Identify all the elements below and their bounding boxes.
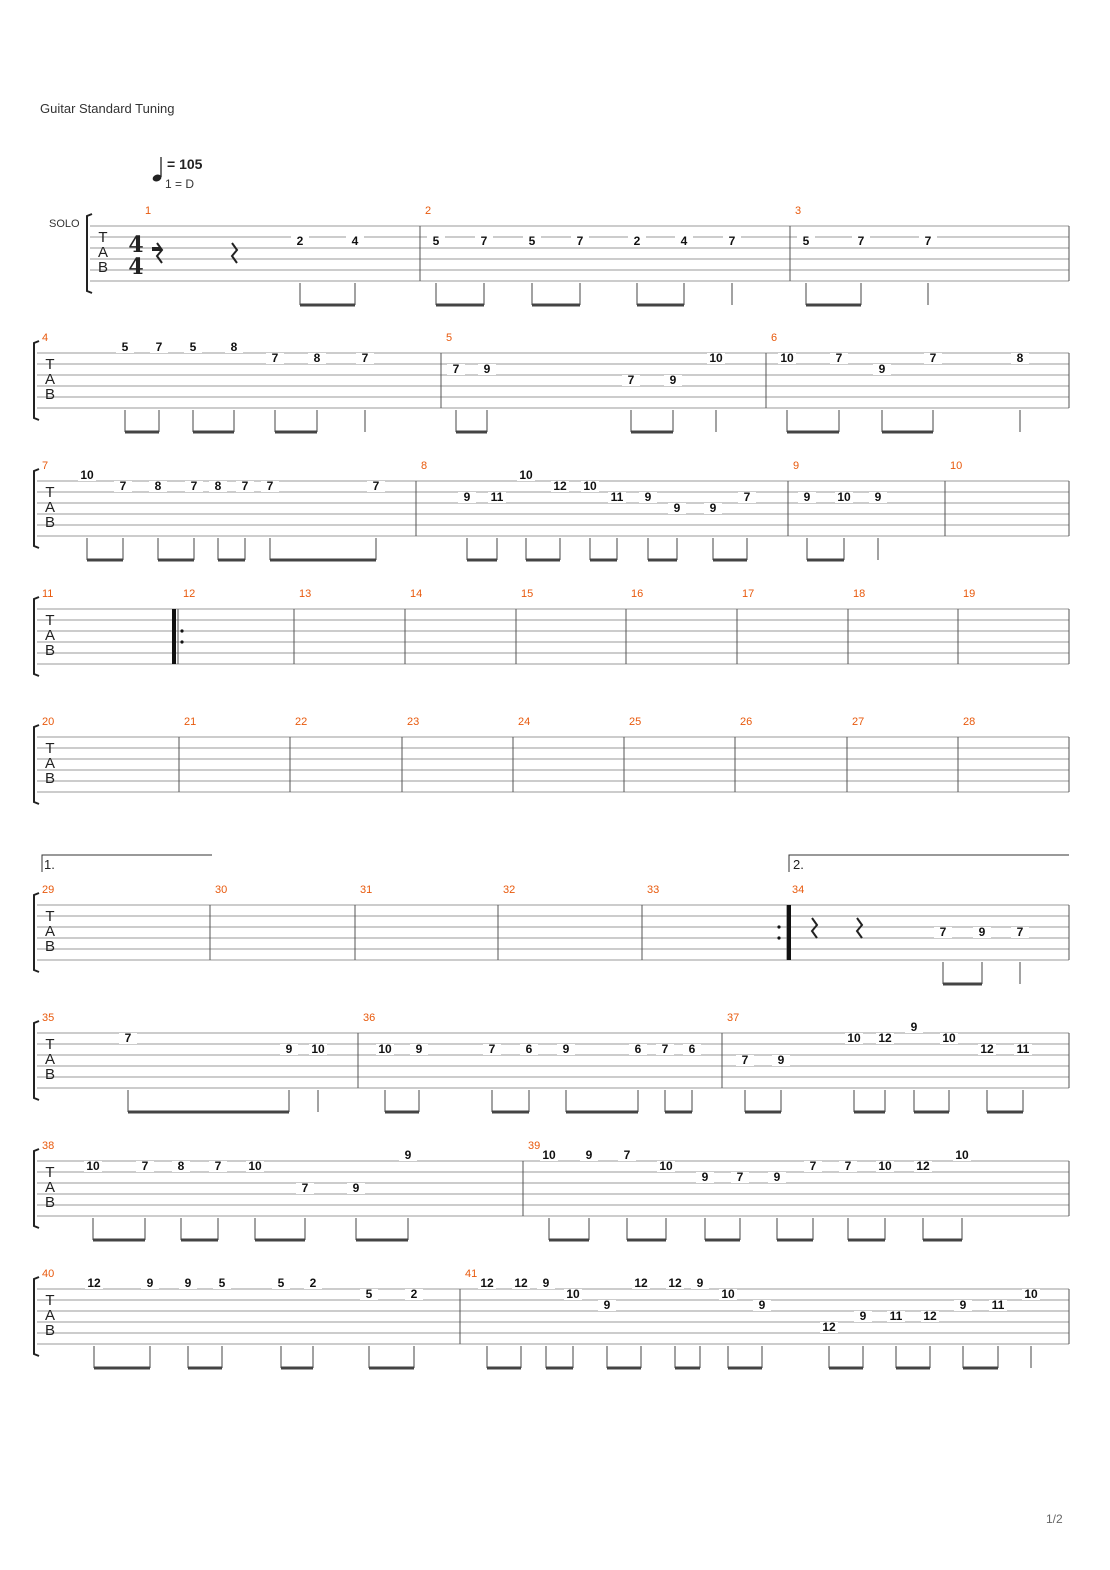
fret-number: 9: [959, 1298, 967, 1312]
fret-number: 9: [910, 1020, 918, 1034]
fret-number: 9: [673, 501, 681, 515]
tab-system-5: [34, 716, 1069, 804]
fret-number: 8: [1016, 351, 1024, 365]
fret-number: 5: [802, 234, 810, 248]
volta-bracket-1: [42, 855, 212, 872]
half-rest-icon: [152, 247, 161, 251]
bar-number: 33: [647, 884, 660, 896]
tab-clef-letter: T: [45, 1164, 55, 1181]
tab-clef-letter: B: [44, 1066, 56, 1083]
tab-clef-letter: A: [44, 1179, 56, 1196]
fret-number: 8: [154, 479, 162, 493]
fret-number: 7: [857, 234, 865, 248]
fret-number: 9: [874, 490, 882, 504]
fret-number: 5: [121, 340, 129, 354]
time-signature-bottom: 4: [128, 254, 144, 280]
tab-system-2: [34, 332, 1069, 432]
repeat-dot: [777, 925, 780, 928]
fret-number: 7: [929, 351, 937, 365]
tab-clef-letter: T: [98, 229, 108, 246]
fret-number: 9: [669, 373, 677, 387]
fret-number: 10: [542, 1148, 556, 1162]
bar-number: 19: [963, 588, 976, 600]
fret-number: 12: [634, 1276, 648, 1290]
bar-number: 12: [183, 588, 196, 600]
fret-number: 5: [365, 1287, 373, 1301]
fret-number: 2: [410, 1287, 418, 1301]
fret-number: 10: [378, 1042, 392, 1056]
fret-number: 10: [847, 1031, 861, 1045]
fret-number: 4: [351, 234, 359, 248]
tab-clef-letter: B: [44, 770, 56, 787]
tab-clef-letter: A: [44, 627, 56, 644]
fret-number: 7: [1016, 925, 1024, 939]
fret-number: 10: [1024, 1287, 1038, 1301]
bar-number: 38: [42, 1140, 55, 1152]
fret-number: 12: [87, 1276, 101, 1290]
bar-number: 40: [42, 1268, 55, 1280]
tab-system-7: [34, 1012, 1069, 1112]
fret-number: 10: [780, 351, 794, 365]
fret-number: 7: [141, 1159, 149, 1173]
fret-number: 7: [743, 490, 751, 504]
repeat-dot: [180, 629, 183, 632]
quarter-rest-icon: [232, 243, 237, 263]
tuning-label: Guitar Standard Tuning: [40, 101, 175, 116]
fret-number: 7: [809, 1159, 817, 1173]
tab-clef-letter: B: [44, 938, 56, 955]
fret-number: 11: [610, 490, 624, 504]
fret-number: 10: [311, 1042, 325, 1056]
tab-clef-letter: B: [44, 514, 56, 531]
fret-number: 5: [189, 340, 197, 354]
bar-number: 18: [853, 588, 866, 600]
fret-number: 5: [218, 1276, 226, 1290]
quarter-rest-icon: [857, 918, 862, 938]
fret-number: 8: [230, 340, 238, 354]
fret-number: 9: [859, 1309, 867, 1323]
tab-system-8: [34, 1140, 1069, 1240]
fret-number: 6: [525, 1042, 533, 1056]
tab-clef-letter: B: [44, 386, 56, 403]
bar-number: 1: [145, 205, 152, 217]
bar-number: 8: [421, 460, 428, 472]
fret-number: 7: [844, 1159, 852, 1173]
fret-number: 9: [644, 490, 652, 504]
fret-number: 7: [939, 925, 947, 939]
fret-number: 10: [837, 490, 851, 504]
fret-number: 7: [266, 479, 274, 493]
fret-number: 2: [633, 234, 641, 248]
bar-number: 36: [363, 1012, 376, 1024]
fret-number: 8: [313, 351, 321, 365]
fret-number: 5: [432, 234, 440, 248]
tab-clef-letter: T: [45, 612, 55, 629]
fret-number: 10: [955, 1148, 969, 1162]
fret-number: 7: [835, 351, 843, 365]
fret-number: 10: [659, 1159, 673, 1173]
bar-number: 41: [465, 1268, 478, 1280]
fret-number: 7: [214, 1159, 222, 1173]
fret-number: 12: [668, 1276, 682, 1290]
fret-number: 7: [361, 351, 369, 365]
tab-system-3: [34, 460, 1069, 560]
bar-number: 4: [42, 332, 49, 344]
tab-clef-letter: A: [44, 755, 56, 772]
fret-number: 12: [878, 1031, 892, 1045]
fret-number: 10: [566, 1287, 580, 1301]
fret-number: 7: [623, 1148, 631, 1162]
fret-number: 9: [285, 1042, 293, 1056]
fret-number: 9: [777, 1053, 785, 1067]
fret-number: 11: [1016, 1042, 1030, 1056]
fret-number: 9: [483, 362, 491, 376]
bar-number: 3: [795, 205, 802, 217]
fret-number: 12: [514, 1276, 528, 1290]
fret-number: 10: [721, 1287, 735, 1301]
tab-clef-letter: T: [45, 1292, 55, 1309]
fret-number: 9: [184, 1276, 192, 1290]
volta-label: 2.: [793, 857, 804, 872]
fret-number: 7: [155, 340, 163, 354]
bar-number: 35: [42, 1012, 55, 1024]
bar-number: 16: [631, 588, 644, 600]
bar-number: 5: [446, 332, 453, 344]
tab-clef-letter: A: [44, 499, 56, 516]
bar-number: 14: [410, 588, 423, 600]
fret-number: 9: [415, 1042, 423, 1056]
tab-clef-letter: B: [44, 1322, 56, 1339]
fret-number: 10: [519, 468, 533, 482]
fret-number: 9: [758, 1298, 766, 1312]
tab-system-1: [87, 205, 1069, 305]
fret-number: 9: [562, 1042, 570, 1056]
tab-clef-letter: A: [44, 371, 56, 388]
bar-number: 30: [215, 884, 228, 896]
fret-number: 11: [889, 1309, 903, 1323]
fret-number: 11: [490, 490, 504, 504]
fret-number: 10: [709, 351, 723, 365]
fret-number: 6: [634, 1042, 642, 1056]
fret-number: 7: [271, 351, 279, 365]
fret-number: 7: [452, 362, 460, 376]
fret-number: 7: [372, 479, 380, 493]
volta-bracket-2: [789, 855, 1069, 872]
repeat-dot: [777, 936, 780, 939]
fret-number: 7: [736, 1170, 744, 1184]
page-number: 1/2: [1046, 1512, 1063, 1526]
fret-number: 7: [661, 1042, 669, 1056]
fret-number: 7: [728, 234, 736, 248]
bar-number: 28: [963, 716, 976, 728]
bar-number: 21: [184, 716, 197, 728]
fret-number: 10: [583, 479, 597, 493]
fret-number: 10: [86, 1159, 100, 1173]
bar-number: 26: [740, 716, 753, 728]
fret-number: 12: [916, 1159, 930, 1173]
fret-number: 9: [585, 1148, 593, 1162]
bar-number: 32: [503, 884, 516, 896]
fret-number: 7: [488, 1042, 496, 1056]
fret-number: 12: [480, 1276, 494, 1290]
bar-number: 23: [407, 716, 420, 728]
bar-number: 34: [792, 884, 805, 896]
quarter-rest-icon: [812, 918, 817, 938]
bar-number: 7: [42, 460, 49, 472]
fret-number: 7: [924, 234, 932, 248]
bar-number: 37: [727, 1012, 740, 1024]
bar-number: 29: [42, 884, 55, 896]
time-signature-top: 4: [128, 232, 144, 258]
fret-number: 10: [248, 1159, 262, 1173]
tab-clef-letter: A: [97, 244, 109, 261]
bar-number: 9: [793, 460, 800, 472]
fret-number: 8: [177, 1159, 185, 1173]
tab-clef-letter: T: [45, 356, 55, 373]
fret-number: 7: [119, 479, 127, 493]
volta-label: 1.: [44, 857, 55, 872]
fret-number: 6: [688, 1042, 696, 1056]
bar-number: 31: [360, 884, 373, 896]
fret-number: 7: [124, 1031, 132, 1045]
fret-number: 2: [309, 1276, 317, 1290]
bar-number: 39: [528, 1140, 541, 1152]
fret-number: 5: [277, 1276, 285, 1290]
fret-number: 12: [822, 1320, 836, 1334]
bar-number: 24: [518, 716, 531, 728]
fret-number: 7: [241, 479, 249, 493]
fret-number: 8: [214, 479, 222, 493]
fret-number: 12: [923, 1309, 937, 1323]
fret-number: 2: [296, 234, 304, 248]
fret-number: 9: [352, 1181, 360, 1195]
fret-number: 9: [978, 925, 986, 939]
fret-number: 9: [803, 490, 811, 504]
tempo-value: = 105: [167, 156, 203, 172]
fret-number: 9: [463, 490, 471, 504]
fret-number: 9: [709, 501, 717, 515]
bar-number: 2: [425, 205, 432, 217]
quarter-rest-icon: [157, 243, 162, 263]
bar-number: 11: [42, 588, 54, 600]
fret-number: 7: [576, 234, 584, 248]
tab-clef-letter: A: [44, 1051, 56, 1068]
tab-system-9: [34, 1268, 1069, 1368]
bar-number: 20: [42, 716, 55, 728]
fret-number: 11: [991, 1298, 1005, 1312]
repeat-dot: [180, 640, 183, 643]
bar-number: 15: [521, 588, 534, 600]
tab-system-4: [34, 588, 1069, 676]
fret-number: 9: [146, 1276, 154, 1290]
tab-clef-letter: A: [44, 923, 56, 940]
fret-number: 5: [528, 234, 536, 248]
fret-number: 12: [553, 479, 567, 493]
fret-number: 9: [878, 362, 886, 376]
fret-number: 7: [627, 373, 635, 387]
bar-number: 6: [771, 332, 778, 344]
fret-number: 9: [603, 1298, 611, 1312]
bar-number: 22: [295, 716, 308, 728]
tab-clef-letter: T: [45, 908, 55, 925]
tab-clef-letter: A: [44, 1307, 56, 1324]
bar-number: 25: [629, 716, 642, 728]
fret-number: 10: [878, 1159, 892, 1173]
tab-clef-letter: B: [44, 1194, 56, 1211]
fret-number: 7: [480, 234, 488, 248]
tab-clef-letter: T: [45, 484, 55, 501]
fret-number: 9: [773, 1170, 781, 1184]
fret-number: 12: [980, 1042, 994, 1056]
fret-number: 7: [301, 1181, 309, 1195]
bar-number: 27: [852, 716, 865, 728]
tab-clef-letter: B: [97, 259, 109, 276]
fret-number: 10: [80, 468, 94, 482]
fret-number: 4: [680, 234, 688, 248]
fret-number: 9: [542, 1276, 550, 1290]
fret-number: 10: [942, 1031, 956, 1045]
part-label: SOLO: [49, 218, 80, 230]
tab-clef-letter: T: [45, 1036, 55, 1053]
tab-system-6: [34, 884, 1069, 984]
fret-number: 7: [190, 479, 198, 493]
bar-number: 10: [950, 460, 963, 472]
fret-number: 9: [701, 1170, 709, 1184]
fret-number: 9: [404, 1148, 412, 1162]
tab-clef-letter: B: [44, 642, 56, 659]
bar-number: 13: [299, 588, 312, 600]
fret-number: 9: [696, 1276, 704, 1290]
tab-clef-letter: T: [45, 740, 55, 757]
tuning-note: 1 = D: [165, 177, 195, 191]
fret-number: 7: [741, 1053, 749, 1067]
bar-number: 17: [742, 588, 755, 600]
